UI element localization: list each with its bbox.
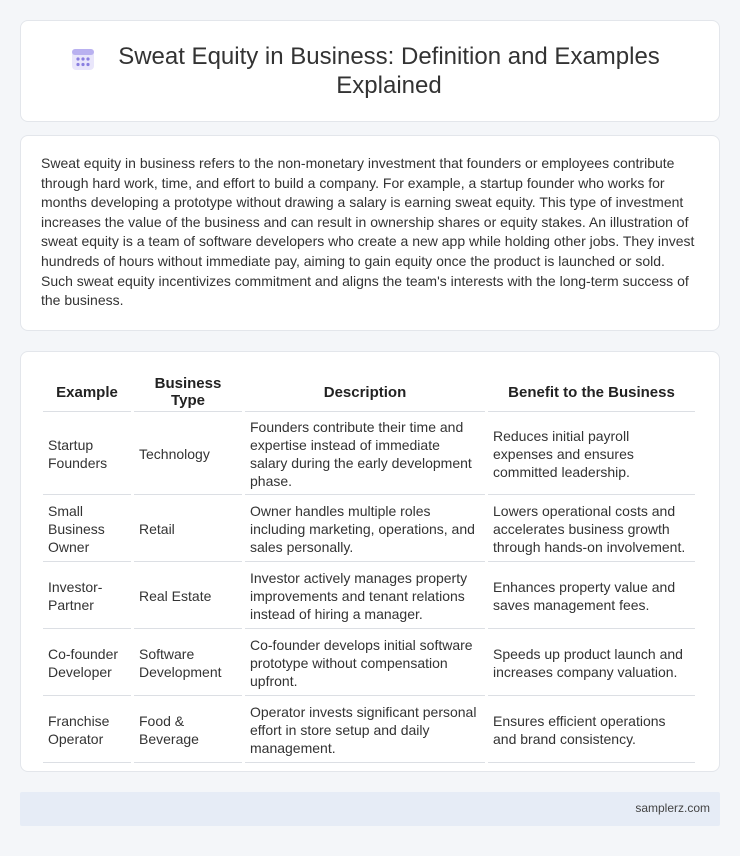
cell-business-type: Retail [134,495,242,562]
intro-paragraph: Sweat equity in business refers to the non-monetary investment that founders or employees contribute through hard work, time, and effort to build a company. For example, a startup founder who works for months developing a prototype without drawing a salary is earning sweat equity. This type of investment increases the value of the business and can result in ownership shares or equity stakes. An illustration of sweat equity is a team of software developers who create a new app while holding other jobs. They invest hundreds of hours without immediate pay, aiming to gain equity once the product is launched or sold. Such sweat equity incentivizes commitment and aligns the team's interests with the long-term success of the business. [41,155,695,309]
table-row [43,495,695,562]
calendar-grid-icon [71,47,95,71]
cell-business-type: Food & Beverage [134,696,242,763]
table-row [43,696,695,763]
table-row [43,412,695,495]
cell-example: Co-founder Developer [43,629,131,696]
cell-example: Startup Founders [43,412,131,495]
cell-example: Investor-Partner [43,562,131,629]
cell-benefit: Reduces initial payroll expenses and ensures committed leadership. [488,412,695,495]
footer-source-link[interactable]: samplerz.com [635,801,710,815]
table-row [43,562,695,629]
cell-business-type: Software Development [134,629,242,696]
cell-description: Co-founder develops initial software prototype without compensation upfront. [245,629,485,696]
cell-description: Operator invests significant personal effort in store setup and daily management. [245,696,485,763]
table-header-row [43,372,695,412]
cell-benefit: Speeds up product launch and increases company valuation. [488,629,695,696]
title-wrap [60,42,680,100]
cell-description: Founders contribute their time and expertise instead of immediate salary during the early development phase. [245,412,485,495]
cell-benefit: Enhances property value and saves management fees. [488,562,695,629]
title-card [20,20,720,122]
cell-description: Investor actively manages property improvements and tenant relations instead of hiring a manager. [245,562,485,629]
cell-benefit: Lowers operational costs and accelerates business growth through hands-on involvement. [488,495,695,562]
table-card [20,351,720,772]
intro-card [20,135,720,331]
cell-example: Franchise Operator [43,696,131,763]
header-example: Example [43,372,131,412]
footer-bar [20,792,720,826]
examples-table [40,372,698,763]
header-benefit: Benefit to the Business [488,372,695,412]
cell-example: Small Business Owner [43,495,131,562]
cell-benefit: Ensures efficient operations and brand consistency. [488,696,695,763]
page-title: Sweat Equity in Business: Definition and Examples Explained [118,43,660,99]
header-description: Description [245,372,485,412]
cell-business-type: Real Estate [134,562,242,629]
cell-business-type: Technology [134,412,242,495]
cell-description: Owner handles multiple roles including marketing, operations, and sales personally. [245,495,485,562]
header-business-type: Business Type [134,372,242,412]
table-row [43,629,695,696]
